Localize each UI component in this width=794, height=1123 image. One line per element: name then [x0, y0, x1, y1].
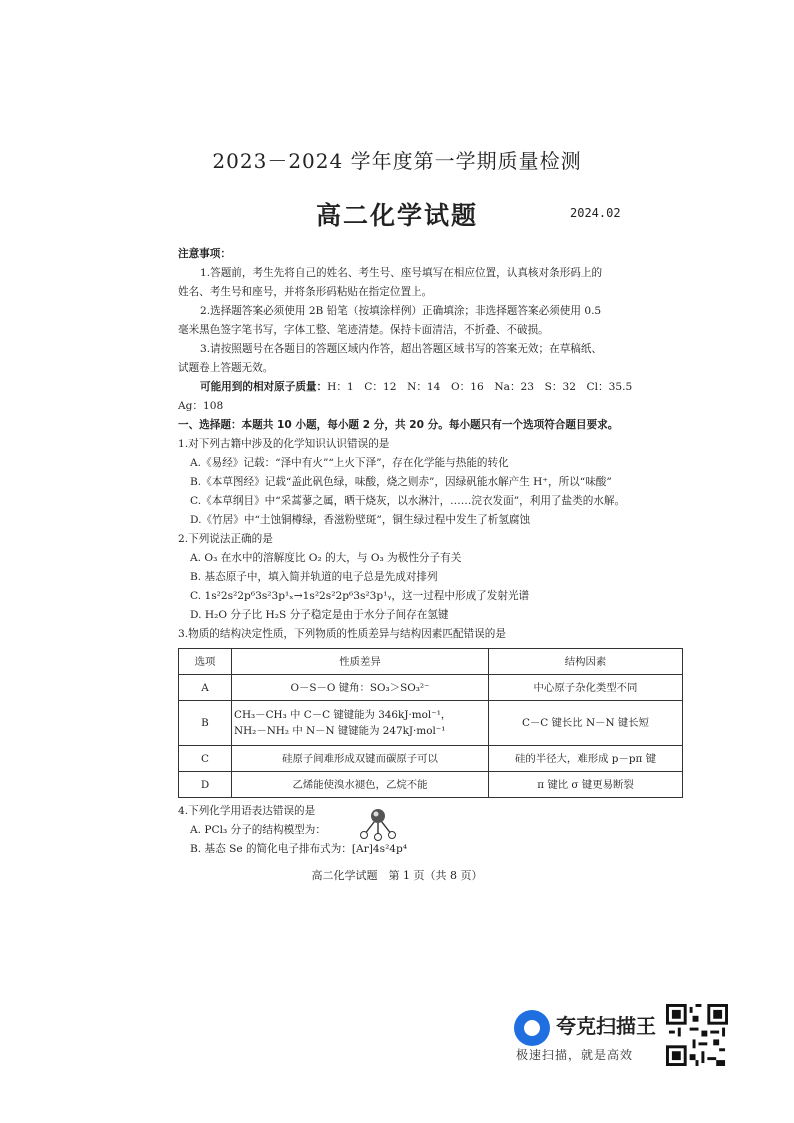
table-cell-option: B	[179, 701, 232, 746]
exam-body	[178, 245, 690, 859]
notice-heading: 注意事项：	[178, 248, 231, 260]
q3-table	[178, 648, 683, 798]
table-header: 结构因素	[489, 649, 683, 675]
watermark-name: 夸克扫描王	[556, 1014, 656, 1038]
question-stem: 3.物质的结构决定性质，下列物质的性质差异与结构因素匹配错误的是	[178, 628, 506, 640]
qr-code-icon	[666, 1004, 728, 1066]
table-cell-cause: C－C 键长比 N－N 键长短	[489, 701, 683, 746]
option-a: A.《易经》记载：“泽中有火”“上火下泽”，存在化学能与热能的转化	[190, 457, 509, 469]
option-b: B. 基态原子中，填入简并轨道的电子总是先成对排列	[190, 571, 438, 583]
property-line: NH₂－NH₂ 中 N－N 键键能为 247kJ·mol⁻¹	[234, 725, 446, 737]
question-stem: 4.下列化学用语表达错误的是	[178, 805, 316, 817]
table-cell-property: O－S－O 键角：SO₃＞SO₃²⁻	[232, 675, 489, 701]
table-cell-option: D	[179, 772, 232, 798]
table-row	[179, 746, 683, 772]
notice-line: 姓名、考生号和座号，并将条形码粘贴在指定位置上。	[178, 286, 433, 298]
atomic-mass-values-cont: Ag：108	[178, 400, 224, 412]
table-header: 选项	[179, 649, 232, 675]
table-cell-cause: 中心原子杂化类型不同	[489, 675, 683, 701]
notice-line: 毫米黑色签字笔书写，字体工整、笔迹清楚。保持卡面清洁，不折叠、不破损。	[178, 324, 549, 336]
table-cell-cause: 硅的半径大，难形成 p－pπ 键	[489, 746, 683, 772]
option-b: B. 基态 Se 的简化电子排布式为：[Ar]4s²4p⁴	[190, 843, 408, 855]
page-footer: 高二化学试题 第 1 页（共 8 页）	[311, 869, 483, 882]
table-row	[179, 675, 683, 701]
table-header-row	[179, 649, 683, 675]
exam-title-line1: 2023－2024 学年度第一学期质量检测	[212, 149, 582, 173]
section-heading: 一、选择题：本题共 10 小题，每小题 2 分，共 20 分。每小题只有一个选项符合题目要求。	[178, 419, 619, 431]
question-stem: 1.对下列古籍中涉及的化学知识认识错误的是	[178, 438, 390, 450]
option-b: B.《本草图经》记载“盖此矾色绿，味酸，烧之则赤”，因绿矾能水解产生 H⁺，所以“味酸”	[190, 476, 612, 488]
atomic-mass-label: 可能用到的相对原子质量：	[200, 381, 328, 393]
quark-logo-icon	[514, 1010, 550, 1046]
watermark-slogan: 极速扫描，就是高效	[516, 1048, 634, 1062]
table-cell-property	[232, 701, 489, 746]
notice-line: 3.请按照题号在各题目的答题区域内作答，超出答题区域书写的答案无效；在草稿纸、	[200, 343, 603, 355]
table-cell-option: A	[179, 675, 232, 701]
option-d: D.《竹居》中“土蚀铜樽绿，香滋粉壁斑”，铜生绿过程中发生了析氢腐蚀	[190, 514, 531, 526]
property-line: CH₃－CH₃ 中 C－C 键键能为 346kJ·mol⁻¹，	[234, 709, 452, 721]
option-a: A. O₃ 在水中的溶解度比 O₂ 的大，与 O₃ 为极性分子有关	[190, 552, 462, 564]
notice-line: 1.答题前，考生先将自己的姓名、考生号、座号填写在相应位置，认真核对条形码上的	[200, 267, 603, 279]
exam-date: 2024.02	[570, 206, 621, 220]
table-cell-cause: π 键比 σ 键更易断裂	[489, 772, 683, 798]
table-cell-property: 硅原子间难形成双键而碳原子可以	[232, 746, 489, 772]
scanner-watermark	[514, 1004, 764, 1068]
notice-line: 试题卷上答题无效。	[178, 362, 274, 374]
notice-line: 2.选择题答案必须使用 2B 铅笔（按填涂样例）正确填涂；非选择题答案必须使用 0.5	[200, 305, 602, 317]
pcl3-molecule-model-image	[356, 807, 400, 843]
table-cell-option: C	[179, 746, 232, 772]
table-header: 性质差异	[232, 649, 489, 675]
table-row	[179, 701, 683, 746]
option-c: C.《本草纲目》中“采蒿蓼之属，晒干烧灰，以水淋汁，……浣衣发面”，利用了盐类的水解。	[190, 495, 626, 507]
exam-title: 高二化学试题	[315, 201, 478, 230]
option-a: A. PCl₃ 分子的结构模型为：	[190, 824, 326, 836]
table-row	[179, 772, 683, 798]
question-stem: 2.下列说法正确的是	[178, 533, 273, 545]
table-cell-property: 乙烯能使溴水褪色，乙烷不能	[232, 772, 489, 798]
option-d: D. H₂O 分子比 H₂S 分子稳定是由于水分子间存在氢键	[190, 609, 449, 621]
atomic-mass-values: H：1 C：12 N：14 O：16 Na：23 S：32 Cl：35.5	[327, 381, 633, 393]
option-c: C. 1s²2s²2p⁶3s²3p¹ₓ→1s²2s²2p⁶3s²3p¹ᵧ，这一过程中形成了发射光谱	[190, 590, 530, 602]
